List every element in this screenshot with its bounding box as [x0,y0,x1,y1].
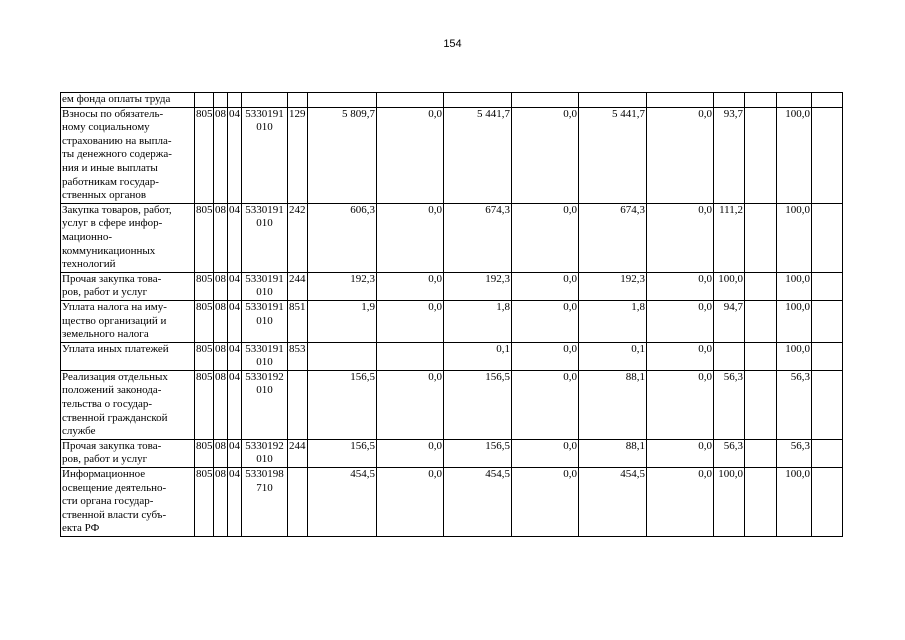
value-cell-8 [745,439,777,467]
rz-code-cell: 08 [214,300,228,342]
rz-code-cell: 08 [214,370,228,439]
value-cell-9: 100,0 [777,203,812,272]
vr-code-cell: 853 [288,342,308,370]
value-cell-6: 0,0 [647,342,714,370]
value-cell-2: 0,0 [377,300,444,342]
value-cell-5: 88,1 [579,370,647,439]
csr-code-cell: 5330191 010 [242,107,288,203]
table-row [61,370,843,439]
value-cell-1: 156,5 [308,439,377,467]
value-cell-8 [745,93,777,108]
value-cell-4: 0,0 [512,342,579,370]
value-cell-3: 156,5 [444,439,512,467]
value-cell-7: 94,7 [714,300,745,342]
row-name-cell: Взносы по обязатель- ному социальному страхованию на выпла- ты денежного содержа- ния и иные выплаты работникам государ- ственных органов [61,107,195,203]
csr-code-cell: 5330191 010 [242,203,288,272]
value-cell-3: 674,3 [444,203,512,272]
value-cell-7: 100,0 [714,272,745,300]
value-cell-7 [714,342,745,370]
value-cell-9: 56,3 [777,370,812,439]
pr-code-cell: 04 [228,439,242,467]
rz-code-cell [214,93,228,108]
value-cell-3: 192,3 [444,272,512,300]
value-cell-1: 156,5 [308,370,377,439]
value-cell-9: 100,0 [777,300,812,342]
table-row [61,468,843,537]
value-cell-3: 156,5 [444,370,512,439]
value-cell-8 [745,468,777,537]
value-cell-1 [308,93,377,108]
csr-code-cell: 5330192 010 [242,439,288,467]
value-cell-9 [777,93,812,108]
value-cell-4: 0,0 [512,370,579,439]
rz-code-cell: 08 [214,439,228,467]
value-cell-3: 0,1 [444,342,512,370]
value-cell-2: 0,0 [377,439,444,467]
value-cell-1: 5 809,7 [308,107,377,203]
value-cell-2: 0,0 [377,203,444,272]
value-cell-4: 0,0 [512,107,579,203]
value-cell-4: 0,0 [512,272,579,300]
value-cell-5: 192,3 [579,272,647,300]
value-cell-2 [377,93,444,108]
value-cell-8 [745,107,777,203]
gr-code-cell [195,93,214,108]
value-cell-2 [377,342,444,370]
table-row [61,203,843,272]
value-cell-5 [579,93,647,108]
value-cell-8 [745,203,777,272]
empty-cell [812,300,843,342]
csr-code-cell: 5330191 010 [242,300,288,342]
value-cell-1: 454,5 [308,468,377,537]
pr-code-cell: 04 [228,468,242,537]
value-cell-9: 100,0 [777,468,812,537]
value-cell-5: 5 441,7 [579,107,647,203]
csr-code-cell [242,93,288,108]
value-cell-2: 0,0 [377,468,444,537]
row-name-cell: Информационное освещение деятельно- сти органа государ- ственной власти субъ- екта РФ [61,468,195,537]
value-cell-9: 100,0 [777,107,812,203]
pr-code-cell [228,93,242,108]
csr-code-cell: 5330191 010 [242,272,288,300]
value-cell-9: 100,0 [777,272,812,300]
csr-code-cell: 5330191 010 [242,342,288,370]
empty-cell [812,370,843,439]
page-number: 154 [443,38,462,50]
value-cell-7 [714,93,745,108]
value-cell-7: 56,3 [714,370,745,439]
empty-cell [812,468,843,537]
gr-code-cell: 805 [195,300,214,342]
gr-code-cell: 805 [195,272,214,300]
value-cell-8 [745,342,777,370]
table-row [61,107,843,203]
value-cell-4: 0,0 [512,439,579,467]
pr-code-cell: 04 [228,370,242,439]
gr-code-cell: 805 [195,203,214,272]
value-cell-7: 100,0 [714,468,745,537]
value-cell-5: 674,3 [579,203,647,272]
value-cell-9: 100,0 [777,342,812,370]
value-cell-5: 1,8 [579,300,647,342]
vr-code-cell: 244 [288,272,308,300]
pr-code-cell: 04 [228,272,242,300]
value-cell-8 [745,300,777,342]
value-cell-4 [512,93,579,108]
value-cell-7: 111,2 [714,203,745,272]
value-cell-7: 93,7 [714,107,745,203]
csr-code-cell: 5330192 010 [242,370,288,439]
empty-cell [812,272,843,300]
value-cell-2: 0,0 [377,272,444,300]
value-cell-6: 0,0 [647,203,714,272]
empty-cell [812,93,843,108]
pr-code-cell: 04 [228,300,242,342]
pr-code-cell: 04 [228,203,242,272]
pr-code-cell: 04 [228,107,242,203]
value-cell-6: 0,0 [647,468,714,537]
row-name-cell: Прочая закупка това- ров, работ и услуг [61,439,195,467]
value-cell-4: 0,0 [512,468,579,537]
empty-cell [812,439,843,467]
budget-table [60,92,843,537]
empty-cell [812,203,843,272]
row-name-cell: ем фонда оплаты труда [61,93,195,108]
rz-code-cell: 08 [214,203,228,272]
value-cell-8 [745,370,777,439]
vr-code-cell: 244 [288,439,308,467]
vr-code-cell: 242 [288,203,308,272]
gr-code-cell: 805 [195,107,214,203]
table-row [61,300,843,342]
value-cell-8 [745,272,777,300]
row-name-cell: Закупка товаров, работ, услуг в сфере инфор- мационно- коммуникационных технологий [61,203,195,272]
empty-cell [812,107,843,203]
vr-code-cell: 851 [288,300,308,342]
value-cell-1 [308,342,377,370]
empty-cell [812,342,843,370]
table-row [61,342,843,370]
value-cell-6 [647,93,714,108]
gr-code-cell: 805 [195,468,214,537]
rz-code-cell: 08 [214,272,228,300]
value-cell-3 [444,93,512,108]
table-row [61,439,843,467]
vr-code-cell [288,468,308,537]
value-cell-7: 56,3 [714,439,745,467]
value-cell-2: 0,0 [377,370,444,439]
row-name-cell: Уплата иных платежей [61,342,195,370]
pr-code-cell: 04 [228,342,242,370]
value-cell-6: 0,0 [647,439,714,467]
value-cell-2: 0,0 [377,107,444,203]
gr-code-cell: 805 [195,439,214,467]
csr-code-cell: 5330198 710 [242,468,288,537]
value-cell-5: 454,5 [579,468,647,537]
value-cell-6: 0,0 [647,272,714,300]
value-cell-9: 56,3 [777,439,812,467]
value-cell-5: 88,1 [579,439,647,467]
value-cell-6: 0,0 [647,107,714,203]
value-cell-6: 0,0 [647,300,714,342]
value-cell-4: 0,0 [512,203,579,272]
value-cell-1: 192,3 [308,272,377,300]
rz-code-cell: 08 [214,107,228,203]
value-cell-5: 0,1 [579,342,647,370]
value-cell-3: 5 441,7 [444,107,512,203]
gr-code-cell: 805 [195,370,214,439]
rz-code-cell: 08 [214,468,228,537]
table-row [61,93,843,108]
value-cell-1: 606,3 [308,203,377,272]
vr-code-cell: 129 [288,107,308,203]
value-cell-3: 454,5 [444,468,512,537]
table-row [61,272,843,300]
row-name-cell: Уплата налога на иму- щество организаций и земельного налога [61,300,195,342]
value-cell-3: 1,8 [444,300,512,342]
row-name-cell: Прочая закупка това- ров, работ и услуг [61,272,195,300]
value-cell-4: 0,0 [512,300,579,342]
rz-code-cell: 08 [214,342,228,370]
gr-code-cell: 805 [195,342,214,370]
vr-code-cell [288,93,308,108]
row-name-cell: Реализация отдельных положений законода- тельства о государ- ственной гражданской службе [61,370,195,439]
vr-code-cell [288,370,308,439]
value-cell-1: 1,9 [308,300,377,342]
value-cell-6: 0,0 [647,370,714,439]
